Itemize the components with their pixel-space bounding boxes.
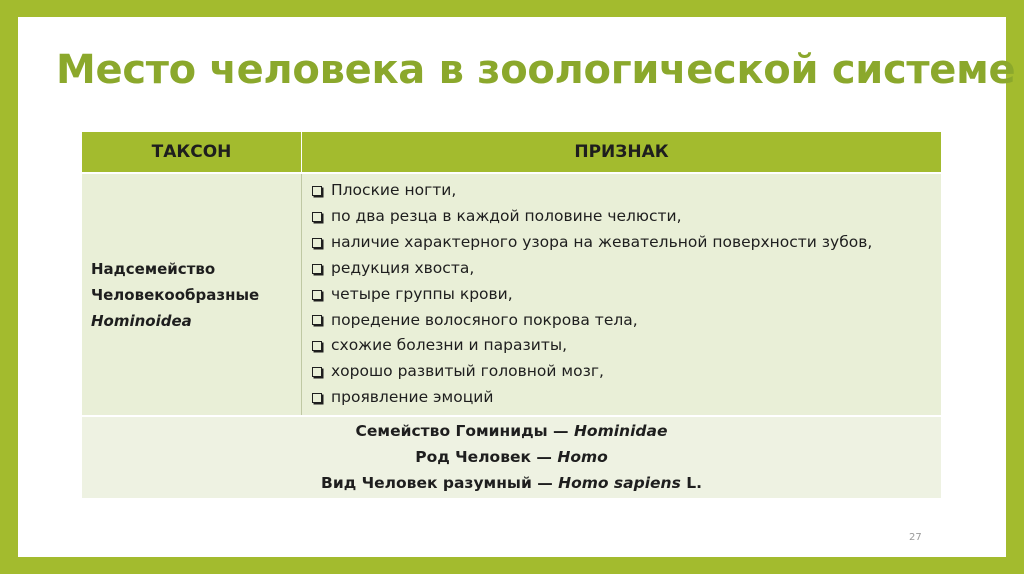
- trait-text: четыре группы крови,: [331, 284, 513, 303]
- checkbox-square-icon: [312, 341, 322, 351]
- superfamily-rank: Надсемейство: [91, 259, 216, 278]
- trait-item: [312, 282, 941, 308]
- trait-text: схожие болезни и паразиты,: [331, 336, 568, 355]
- species-latin: Homo sapiens: [558, 474, 681, 493]
- family-latin: Hominidae: [573, 422, 668, 441]
- trait-item: [312, 256, 941, 282]
- trait-text: хорошо развитый головной мозг,: [331, 362, 604, 381]
- trait-text: Плоские ногти,: [331, 181, 457, 199]
- family-label: Семейство Гоминиды —: [355, 422, 574, 441]
- trait-item: [312, 178, 941, 204]
- superfamily-name: Человекообразные: [91, 285, 260, 304]
- checkbox-square-icon: [312, 264, 322, 274]
- species-label: Вид Человек разумный —: [321, 474, 559, 493]
- taxon-cell: [82, 173, 302, 416]
- taxonomy-table: [82, 132, 941, 498]
- table-header-row: [82, 132, 941, 173]
- superfamily-latin: Hominoidea: [91, 311, 192, 330]
- family-line: [82, 418, 941, 444]
- checkbox-square-icon: [312, 290, 322, 300]
- species-line: [82, 470, 941, 496]
- trait-item: [312, 204, 941, 230]
- trait-text: наличие характерного узора на жевательной поверхности зубов,: [331, 232, 873, 251]
- trait-item: [312, 230, 941, 256]
- header-taxon: ТАКСОН: [82, 132, 302, 173]
- trait-item: [312, 333, 941, 359]
- checkbox-square-icon: [312, 393, 322, 403]
- trait-item: [312, 359, 941, 385]
- traits-cell: [302, 173, 942, 416]
- slide-title: Место человека в зоологической системе: [56, 47, 1016, 93]
- species-author: L.: [680, 474, 702, 493]
- genus-line: [82, 444, 941, 470]
- genus-latin: Homo: [557, 448, 608, 467]
- checkbox-square-icon: [312, 238, 322, 248]
- checkbox-square-icon: [312, 367, 322, 377]
- page-number: 27: [909, 532, 922, 543]
- table-row: [82, 173, 941, 416]
- checkbox-square-icon: [312, 315, 322, 325]
- genus-label: Род Человек —: [415, 448, 558, 467]
- trait-text: поредение волосяного покрова тела,: [331, 310, 638, 329]
- trait-text: редукция хвоста,: [331, 258, 475, 277]
- checkbox-square-icon: [312, 186, 322, 196]
- trait-item: [312, 308, 941, 334]
- header-trait: ПРИЗНАК: [302, 132, 942, 173]
- slide: [18, 17, 1016, 557]
- summary-cell: [82, 416, 941, 498]
- trait-text: проявление эмоций: [331, 388, 494, 407]
- traits-list: [312, 178, 941, 411]
- summary-row: [82, 416, 941, 498]
- trait-text: по два резца в каждой половине челюсти,: [331, 206, 682, 225]
- checkbox-square-icon: [312, 212, 322, 222]
- trait-item: [312, 385, 941, 411]
